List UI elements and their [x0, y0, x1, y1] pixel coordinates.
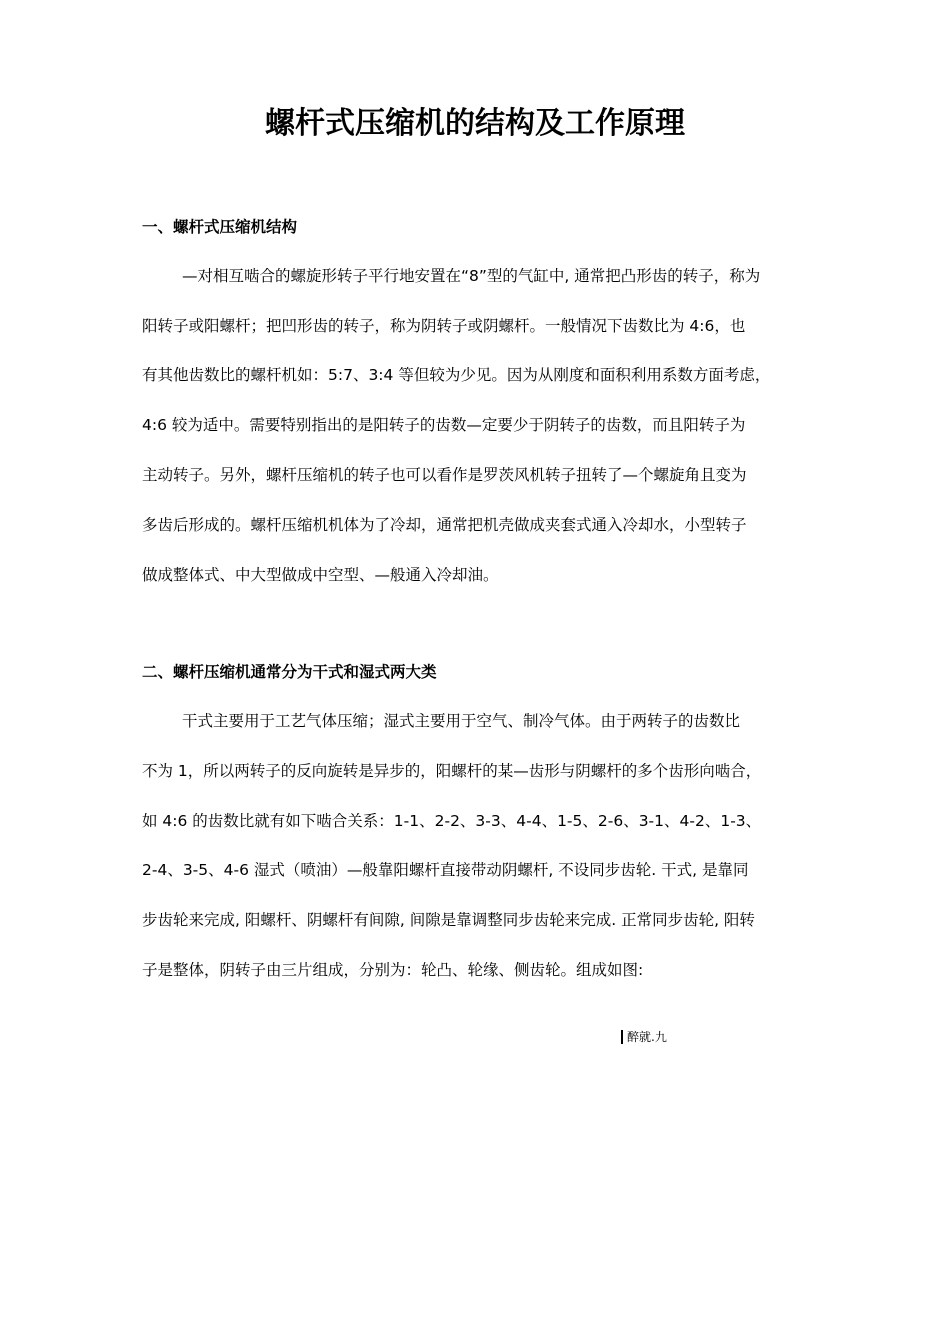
section-2-line: 干式主要用于工艺气体压缩；湿式主要用于空气、制冷气体。由于两转子的齿数比	[182, 712, 741, 730]
section-2-line: 子是整体，阴转子由三片组成，分别为：轮凸、轮缘、侧齿轮。组成如图:	[142, 961, 644, 979]
section-1-heading: 一、螺杆式压缩机结构	[142, 218, 298, 236]
figure-caption	[621, 1028, 667, 1046]
section-2-line: 如 4:6 的齿数比就有如下啮合关系：1-1、2-2、3-3、4-4、1-5、2-6、3-1、4-2、1-3、	[142, 812, 762, 830]
section-1-line: 有其他齿数比的螺杆机如：5:7、3:4 等但较为少见。因为从刚度和面积利用系数方面考虑，	[142, 366, 771, 384]
section-2-line: 步齿轮来完成, 阳螺杆、阴螺杆有间隙, 间隙是靠调整同步齿轮来完成. 正常同步齿轮, 阳转	[142, 911, 755, 929]
section-2-line: 2-4、3-5、4-6 湿式（喷油）—般靠阳螺杆直接带动阴螺杆, 不设同步齿轮. 干式, 是靠同	[142, 861, 749, 879]
caption-bar-icon	[621, 1030, 623, 1044]
section-1-line: 做成整体式、中大型做成中空型、—般通入冷却油。	[142, 566, 499, 584]
document-title: 螺杆式压缩机的结构及工作原理	[265, 106, 685, 141]
section-1-line: 主动转子。另外，螺杆压缩机的转子也可以看作是罗茨风机转子扭转了—个螺旋角且变为	[142, 466, 747, 484]
section-1-line: 4:6 较为适中。需要特别指出的是阳转子的齿数—定要少于阴转子的齿数，而且阳转子为	[142, 416, 746, 434]
section-1-line: 多齿后形成的。螺杆压缩机机体为了冷却，通常把机壳做成夹套式通入冷却水，小型转子	[142, 516, 747, 534]
section-1-line: 阳转子或阳螺杆；把凹形齿的转子，称为阴转子或阴螺杆。一般情况下齿数比为 4:6，也	[142, 317, 746, 335]
figure-caption-text: 醉就.九	[627, 1030, 667, 1044]
section-1-line: —对相互啮合的螺旋形转子平行地安置在“8”型的气缸中, 通常把凸形齿的转子，称为	[182, 267, 761, 285]
section-2-heading: 二、螺杆压缩机通常分为干式和湿式两大类	[142, 663, 437, 681]
section-2-line: 不为 1，所以两转子的反向旋转是异步的，阳螺杆的某—齿形与阴螺杆的多个齿形向啮合，	[142, 762, 762, 780]
